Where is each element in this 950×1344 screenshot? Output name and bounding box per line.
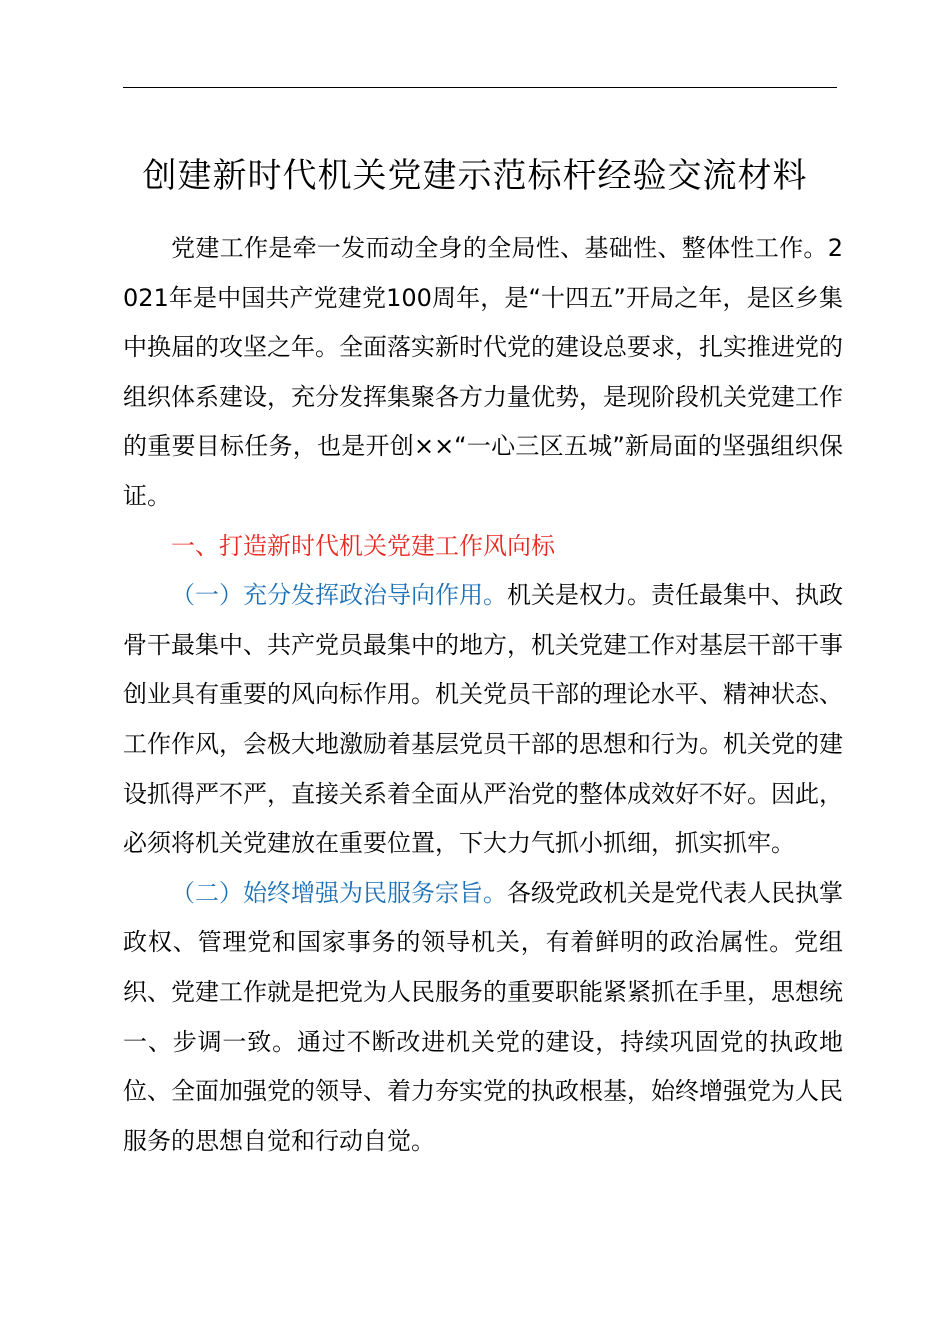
document-title: 创建新时代机关党建示范标杆经验交流材料: [142, 156, 808, 196]
subsection-heading-1: （一）充分发挥政治导向作用。: [171, 581, 507, 610]
document-body: [123, 224, 843, 1166]
section-heading-1: 一、打造新时代机关党建工作风向标: [171, 531, 555, 560]
subsection-heading-2: （二）始终增强为民服务宗旨。: [171, 878, 507, 907]
subsection-text-2: 各级党政机关是党代表人民执掌政权、管理党和国家事务的领导机关，有着鲜明的政治属性。党组织、党建工作就是把党为人民服务的重要职能紧紧抓在手里，思想统一、步调一致。通过不断改进机关党的建设，持续巩固党的执政地位、全面加强党的领导、着力夯实党的执政根基，始终增强党为人民服务的思想自觉和行动自觉。: [123, 878, 843, 1155]
subsection-paragraph-2: [123, 869, 843, 1167]
intro-paragraph: 党建工作是牵一发而动全身的全局性、基础性、整体性工作。2021年是中国共产党建党100周年，是“十四五”开局之年，是区乡集中换届的攻坚之年。全面落实新时代党的建设总要求，扎实推进党的组织体系建设，充分发挥集聚各方力量优势，是现阶段机关党建工作的重要目标任务，也是开创××“一心三区五城”新局面的坚强组织保证。: [123, 234, 843, 510]
subsection-paragraph-1: [123, 571, 843, 869]
subsection-text-1: 机关是权力。责任最集中、执政骨干最集中、共产党员最集中的地方，机关党建工作对基层干部干事创业具有重要的风向标作用。机关党员干部的理论水平、精神状态、工作作风，会极大地激励着基层党员干部的思想和行为。机关党的建设抓得严不严，直接关系着全面从严治党的整体成效好不好。因此，必须将机关党建放在重要位置，下大力气抓小抓细，抓实抓牢。: [123, 581, 843, 858]
header-rule: [123, 87, 837, 88]
